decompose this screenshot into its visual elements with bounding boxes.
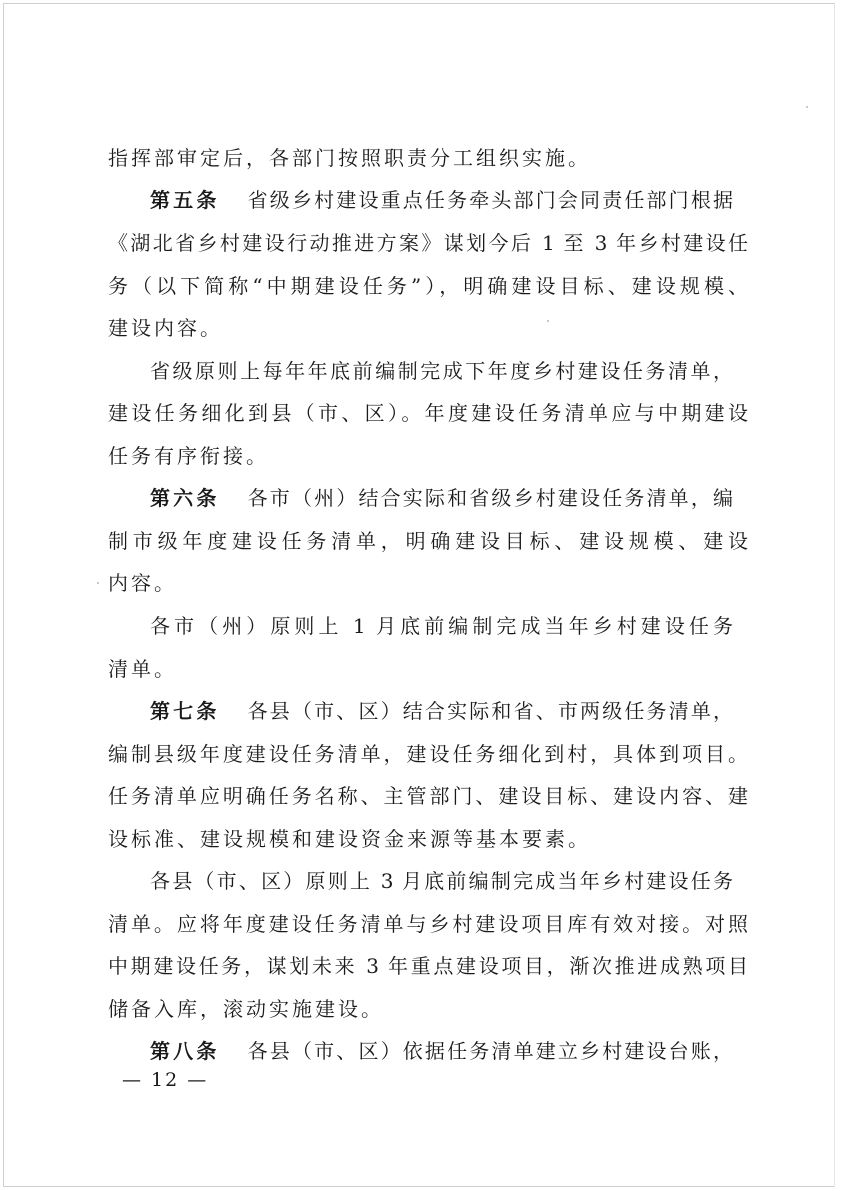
text-line: 建设任务细化到县（市、区）。年度建设任务清单应与中期建设 xyxy=(108,401,748,425)
article-5-line xyxy=(150,188,733,212)
text-line: 各市（州）原则上 1 月底前编制完成当年乡村建设任务 xyxy=(150,614,733,638)
scan-speck xyxy=(806,106,808,108)
scan-speck xyxy=(97,582,99,584)
text-line: 中期建设任务，谋划未来 3 年重点建设项目，渐次推进成熟项目 xyxy=(108,954,748,978)
text-line: 各县（市、区）原则上 3 月底前编制完成当年乡村建设任务 xyxy=(150,869,733,893)
article-6-line xyxy=(150,486,733,510)
text-segment: 省级乡村建设重点任务牵头部门会同责任部门根据 xyxy=(245,188,734,212)
text-line: 制市级年度建设任务清单，明确建设目标、建设规模、建设 xyxy=(108,529,748,553)
text-line: 省级原则上每年年底前编制完成下年度乡村建设任务清单， xyxy=(150,359,733,383)
text-line: 《湖北省乡村建设行动推进方案》谋划今后 1 至 3 年乡村建设任 xyxy=(108,231,748,255)
article-7-line xyxy=(150,699,733,723)
scan-speck xyxy=(547,320,549,322)
text-line: 编制县级年度建设任务清单，建设任务细化到村，具体到项目。 xyxy=(108,742,748,766)
text-segment: 各县（市、区）依据任务清单建立乡村建设台账， xyxy=(245,1039,734,1063)
text-segment: 各县（市、区）结合实际和省、市两级任务清单， xyxy=(245,699,734,723)
text-line: 任务清单应明确任务名称、主管部门、建设目标、建设内容、建 xyxy=(108,784,748,808)
page-number: — 12 — xyxy=(122,1069,209,1091)
article-heading: 第八条 xyxy=(150,1039,220,1063)
text-line: 任务有序衔接。 xyxy=(108,444,269,468)
text-line: 务（以下简称“中期建设任务”），明确建设目标、建设规模、 xyxy=(108,274,748,298)
text-line: 设标准、建设规模和建设资金来源等基本要素。 xyxy=(108,827,591,851)
article-8-line xyxy=(150,1039,733,1063)
article-heading: 第六条 xyxy=(150,486,220,510)
text-line: 清单。 xyxy=(108,657,177,681)
article-heading: 第五条 xyxy=(150,188,220,212)
text-line: 储备入库，滚动实施建设。 xyxy=(108,997,384,1021)
article-heading: 第七条 xyxy=(150,699,220,723)
text-segment: 各市（州）结合实际和省级乡村建设任务清单，编 xyxy=(245,486,734,510)
text-line: 指挥部审定后，各部门按照职责分工组织实施。 xyxy=(108,146,591,170)
text-line: 建设内容。 xyxy=(108,316,223,340)
text-line: 清单。应将年度建设任务清单与乡村建设项目库有效对接。对照 xyxy=(108,912,748,936)
text-line: 内容。 xyxy=(108,571,177,595)
